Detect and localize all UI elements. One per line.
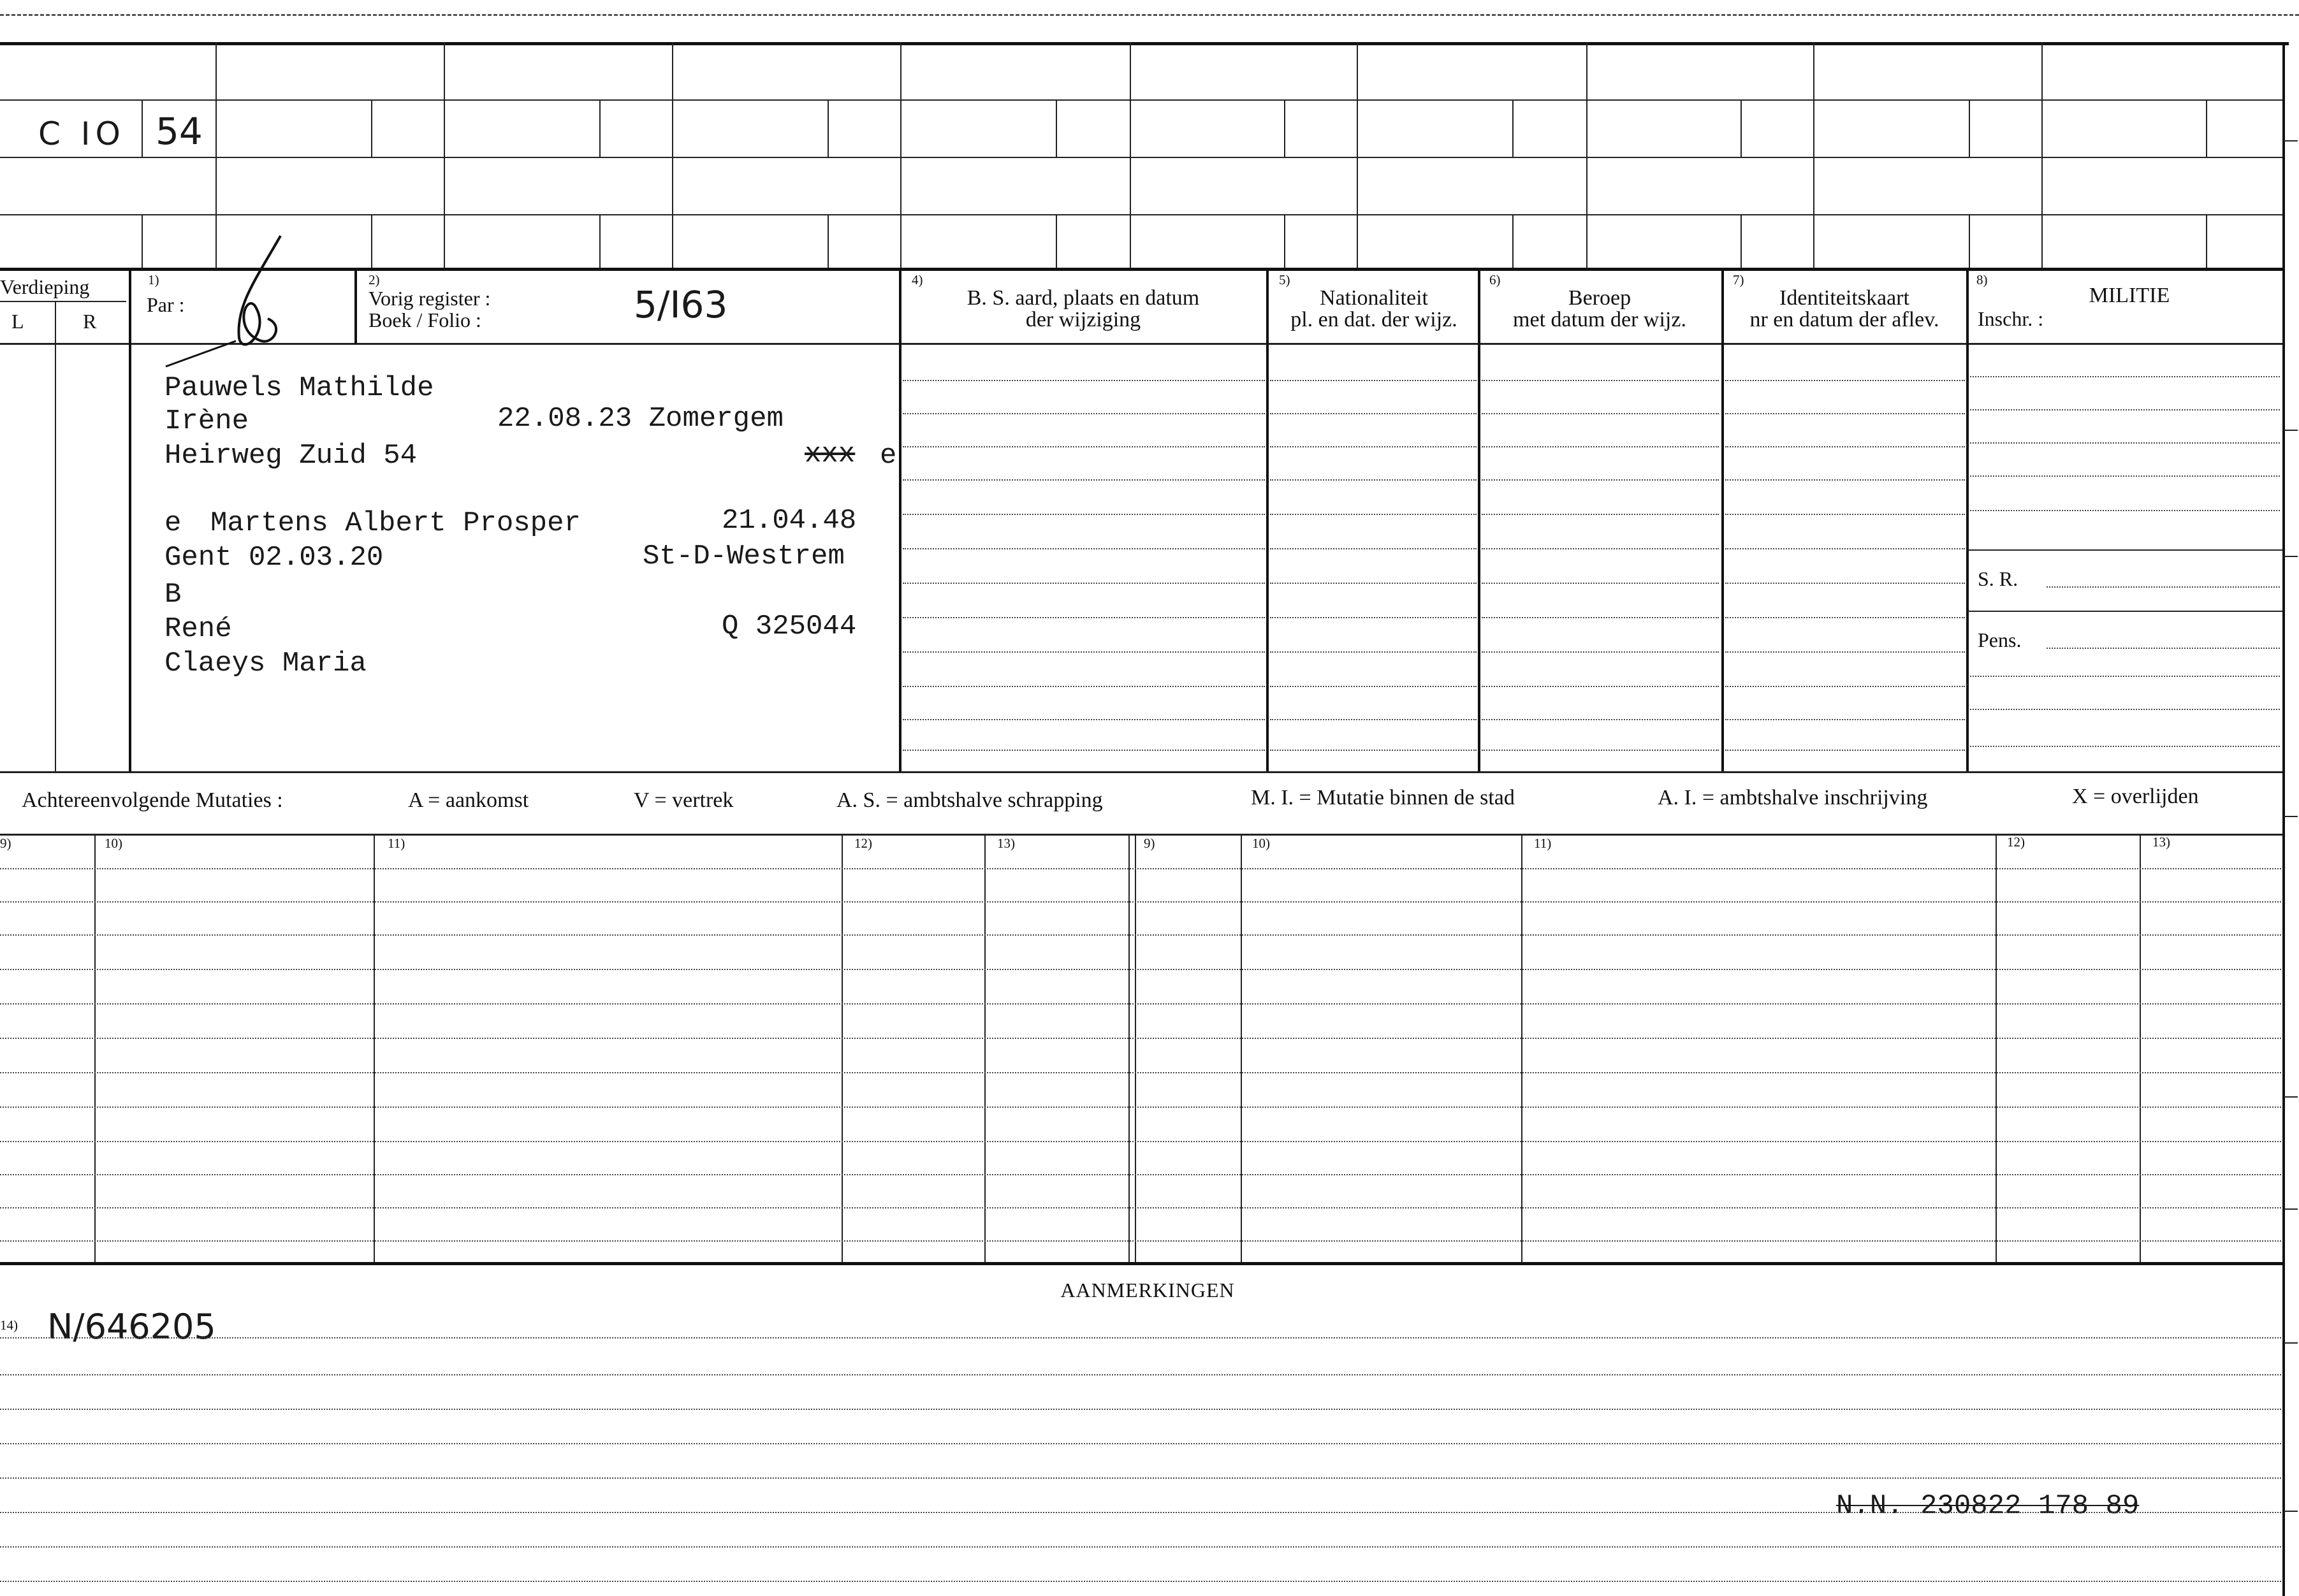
legend-item-overlijden: X = overlijden — [2072, 785, 2199, 808]
legend-item-mutatie-binnen-stad: M. I. = Mutatie binnen de stad — [1251, 786, 1515, 809]
remarks-top-border — [0, 1262, 2282, 1265]
col5-num: 5) — [1279, 272, 1290, 287]
header-bottom-border — [0, 343, 2282, 345]
legend-item-vertrek: V = vertrek — [634, 788, 734, 812]
person-surname-firstname: Pauwels Mathilde — [164, 372, 434, 404]
mutation-col-10-right: 10) — [1252, 836, 1270, 851]
marriage-place: St-D-Westrem — [643, 540, 845, 572]
col4-header-line2: der wijziging — [1025, 308, 1141, 331]
mutation-col-12-left: 12) — [854, 836, 872, 851]
spouse-birth: Gent 02.03.20 — [164, 542, 384, 574]
person-crossed-out: xxx — [805, 439, 856, 470]
person-address: Heirweg Zuid 54 — [164, 440, 418, 472]
person-line-b: B — [164, 579, 182, 611]
spouse-prefix: e — [164, 507, 182, 539]
header-top-border — [0, 268, 2282, 271]
verdieping-lr-divider — [55, 301, 56, 771]
col5-right-border — [1478, 270, 1480, 771]
mutation-col-12-right: 12) — [2007, 834, 2025, 850]
verdieping-right-border — [129, 270, 131, 771]
register-num: 2) — [369, 272, 380, 287]
mutation-col-9-left: 9) — [0, 836, 11, 851]
col4-num: 4) — [912, 272, 923, 287]
mutation-col-9-right: 9) — [1144, 836, 1155, 851]
person-status-suffix: e — [880, 440, 897, 472]
col6-header-line1: Beroep — [1568, 286, 1631, 310]
mother-name: Claeys Maria — [164, 648, 367, 679]
verdieping-label: Verdieping — [0, 275, 90, 298]
spouse-name: Martens Albert Prosper — [210, 507, 581, 539]
col6-right-border — [1721, 270, 1724, 771]
militie-pens-dots — [2047, 648, 2280, 649]
remarks-title: AANMERKINGEN — [1060, 1279, 1235, 1302]
col7-header-line2: nr en datum der aflev. — [1749, 308, 1939, 331]
col4-header-line1: B. S. aard, plaats en datum — [967, 286, 1200, 310]
top-edge-rule — [0, 14, 2299, 16]
par-signature — [159, 229, 300, 370]
militie-pens-rule — [1967, 611, 2282, 612]
vorig-register-label: Vorig register : — [369, 287, 491, 310]
militie-sr-dots — [2047, 586, 2280, 588]
person-birth-date-place: 22.08.23 Zomergem — [497, 403, 784, 435]
verdieping-left-label: L — [11, 310, 24, 333]
verdieping-right-label: R — [83, 310, 97, 333]
mutation-col-13-left: 13) — [997, 836, 1015, 851]
person-second-name: Irène — [164, 405, 249, 437]
legend-bottom-border — [0, 834, 2282, 836]
mutation-col-11-right: 11) — [1534, 836, 1552, 851]
militie-pens-label: Pens. — [1978, 628, 2022, 651]
col7-header-line1: Identiteitskaart — [1779, 286, 1909, 310]
mutation-col-13-right: 13) — [2152, 834, 2170, 850]
mutation-col-11-left: 11) — [388, 836, 405, 851]
militie-sr-label: S. R. — [1978, 567, 2018, 590]
top-grid-number: 54 — [156, 110, 203, 153]
par-label: Par : — [147, 293, 185, 316]
col6-num: 6) — [1489, 272, 1501, 287]
legend-item-ambtshalve-schrapping: A. S. = ambtshalve schrapping — [836, 788, 1103, 812]
boek-folio-label: Boek / Folio : — [369, 308, 481, 331]
legend-item-ambtshalve-inschrijving: A. I. = ambtshalve inschrijving — [1658, 786, 1928, 809]
register-value: 5/I63 — [634, 283, 728, 326]
mutation-col-10-left: 10) — [105, 836, 122, 851]
par-num: 1) — [148, 272, 159, 287]
remarks-nn-value: N.N. 230822 178 89 — [1836, 1490, 2140, 1522]
remarks-national-number-ref: N/646205 — [47, 1307, 216, 1347]
col5-header-line2: pl. en dat. der wijz. — [1290, 308, 1457, 331]
militie-title: MILITIE — [2089, 284, 2170, 307]
militie-inschr-label: Inschr. : — [1978, 307, 2044, 330]
remarks-num: 14) — [0, 1317, 18, 1333]
identity-number: Q 325044 — [722, 611, 857, 642]
militie-sr-rule — [1967, 549, 2282, 551]
col5-header-line1: Nationaliteit — [1320, 286, 1428, 310]
right-border — [2282, 42, 2285, 1596]
legend-title: Achtereenvolgende Mutaties : — [22, 788, 283, 812]
col7-num: 7) — [1733, 272, 1744, 287]
top-grid-code: C IO — [38, 115, 126, 152]
father-name: René — [164, 613, 232, 645]
legend-item-aankomst: A = aankomst — [408, 788, 529, 812]
col6-header-line2: met datum der wijz. — [1513, 308, 1686, 331]
par-right-border — [354, 270, 357, 344]
verdieping-underline — [0, 301, 126, 302]
col8-num: 8) — [1976, 272, 1988, 287]
legend-top-border — [0, 771, 2282, 773]
register-right-border — [899, 270, 901, 771]
col4-right-border — [1266, 270, 1269, 771]
grid-top-border — [0, 42, 2289, 45]
marriage-date: 21.04.48 — [722, 505, 857, 537]
col7-right-border — [1966, 270, 1969, 771]
